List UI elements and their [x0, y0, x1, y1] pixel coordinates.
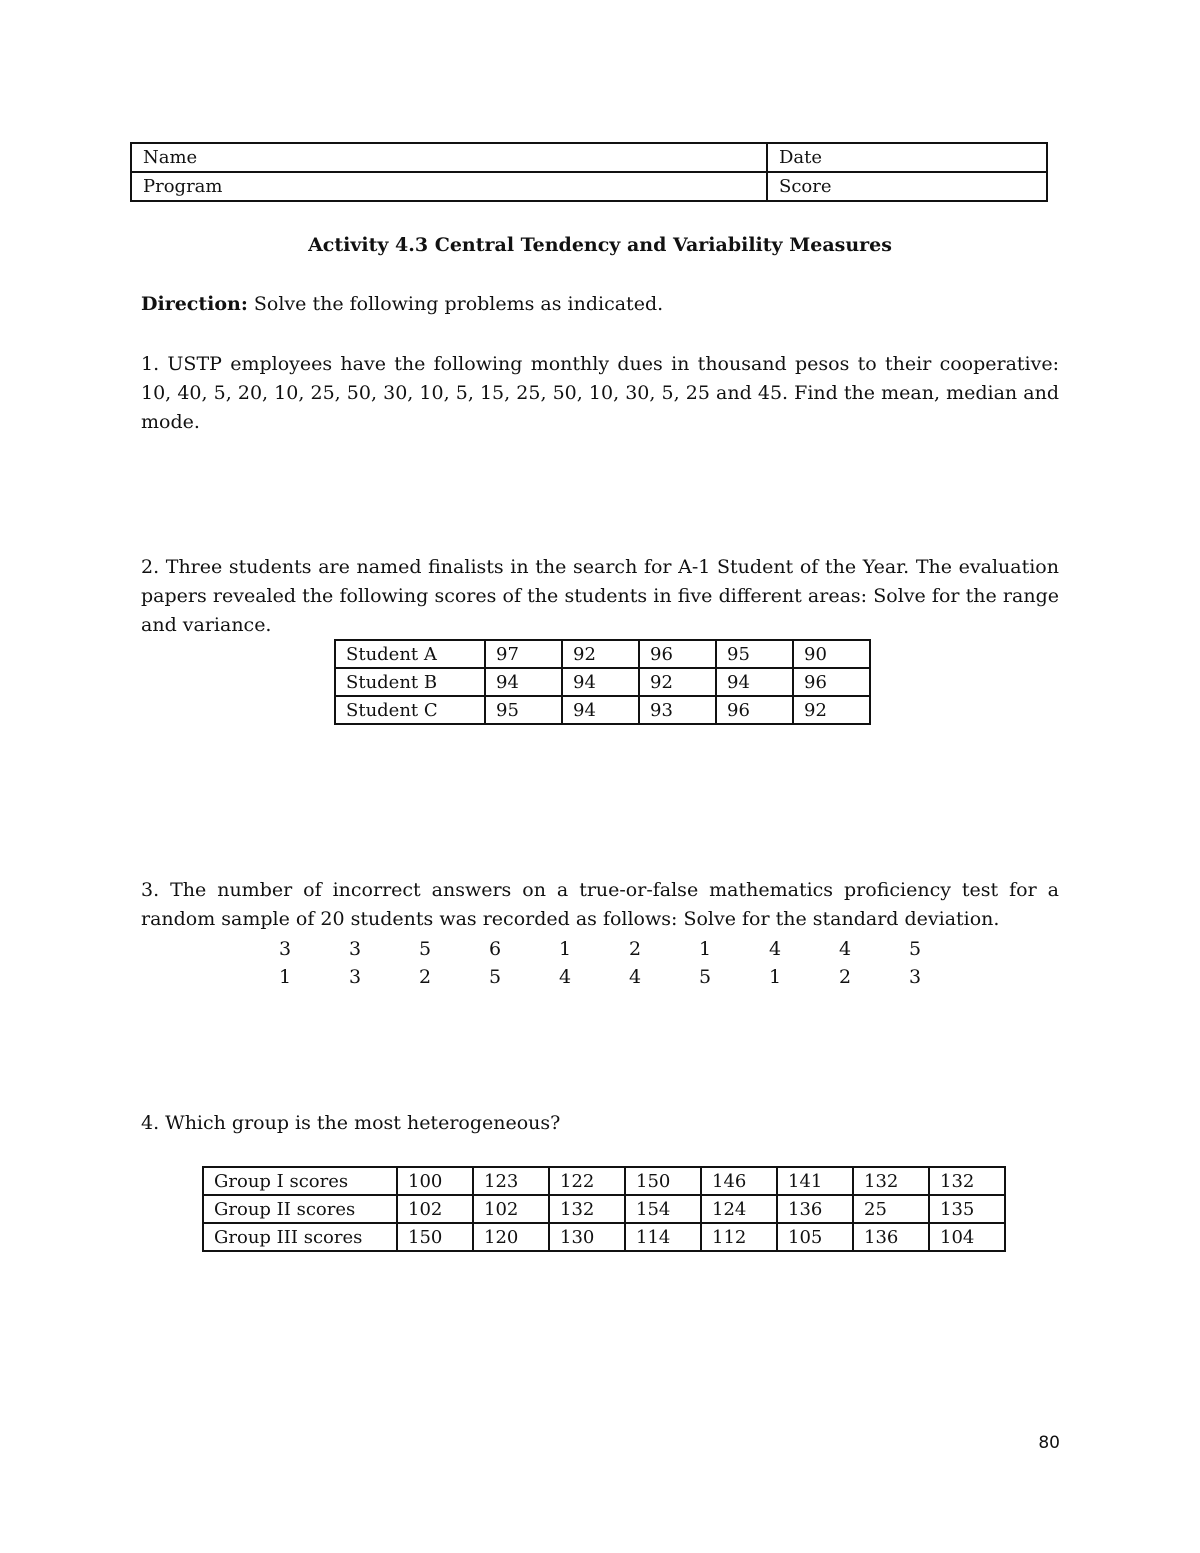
table-cell: 92	[793, 696, 870, 724]
table-cell: 154	[625, 1195, 701, 1223]
table-cell: 92	[562, 640, 639, 668]
answer-count: 2	[628, 938, 642, 960]
answer-count: 4	[838, 938, 852, 960]
table-cell: 150	[397, 1223, 473, 1251]
table-cell: 97	[485, 640, 562, 668]
program-field[interactable]: Program	[131, 172, 767, 201]
answer-count: 3	[908, 966, 922, 988]
score-field[interactable]: Score	[767, 172, 1047, 201]
incorrect-answers-row-2	[250, 966, 950, 988]
table-cell: 100	[397, 1167, 473, 1195]
table-cell: 94	[716, 668, 793, 696]
table-cell: 104	[929, 1223, 1005, 1251]
table-cell: 25	[853, 1195, 929, 1223]
table-cell: 114	[625, 1223, 701, 1251]
table-cell: 130	[549, 1223, 625, 1251]
answer-count: 1	[278, 966, 292, 988]
table-cell: 92	[639, 668, 716, 696]
answer-count: 5	[488, 966, 502, 988]
table-row	[335, 668, 870, 696]
table-cell: 102	[473, 1195, 549, 1223]
table-cell: 132	[853, 1167, 929, 1195]
answer-count: 5	[908, 938, 922, 960]
table-cell: 124	[701, 1195, 777, 1223]
table-cell: 136	[853, 1223, 929, 1251]
problem-4: 4. Which group is the most heterogeneous?	[141, 1112, 561, 1134]
answer-count: 1	[698, 938, 712, 960]
info-row	[131, 172, 1047, 201]
table-cell: 146	[701, 1167, 777, 1195]
answer-count: 2	[418, 966, 432, 988]
info-row	[131, 143, 1047, 172]
table-cell: 120	[473, 1223, 549, 1251]
table-row	[335, 696, 870, 724]
name-field[interactable]: Name	[131, 143, 767, 172]
table-cell: 96	[639, 640, 716, 668]
table-row	[203, 1167, 1005, 1195]
answer-count: 1	[768, 966, 782, 988]
student-scores-table	[334, 639, 871, 725]
activity-title: Activity 4.3 Central Tendency and Variability Measures	[308, 234, 892, 256]
page-number: 80	[1038, 1433, 1060, 1453]
row-label: Group III scores	[203, 1223, 397, 1251]
table-cell: 102	[397, 1195, 473, 1223]
problem-2: 2. Three students are named finalists in the search for A-1 Student of the Year. The evaluation papers revealed the following scores of the students in five different areas: Solve for the range and variance.	[141, 556, 1059, 636]
answer-count: 3	[348, 938, 362, 960]
answer-count: 5	[698, 966, 712, 988]
table-row	[203, 1195, 1005, 1223]
row-label: Student B	[335, 668, 485, 696]
group-scores-table	[202, 1166, 1006, 1252]
row-label: Student C	[335, 696, 485, 724]
problem-3: 3. The number of incorrect answers on a true-or-false mathematics proficiency test for a random sample of 20 students was recorded as follows: Solve for the standard deviation.	[141, 879, 1059, 930]
table-cell: 95	[485, 696, 562, 724]
row-label: Student A	[335, 640, 485, 668]
table-row	[335, 640, 870, 668]
row-label: Group I scores	[203, 1167, 397, 1195]
table-cell: 136	[777, 1195, 853, 1223]
answer-count: 3	[278, 938, 292, 960]
table-cell: 94	[562, 668, 639, 696]
answer-count: 5	[418, 938, 432, 960]
table-cell: 94	[562, 696, 639, 724]
info-table	[130, 142, 1048, 202]
table-row	[203, 1223, 1005, 1251]
table-cell: 94	[485, 668, 562, 696]
problem-1: 1. USTP employees have the following monthly dues in thousand pesos to their cooperative: 10, 40, 5, 20, 10, 25, 50, 30, 10, 5, 15, 25, 50, 10, 30, 5, 25 and 45. Find the mean, median and mode.	[141, 353, 1059, 433]
answer-count: 2	[838, 966, 852, 988]
table-cell: 95	[716, 640, 793, 668]
direction-label: Direction:	[141, 293, 248, 315]
table-cell: 96	[793, 668, 870, 696]
row-label: Group II scores	[203, 1195, 397, 1223]
table-cell: 132	[549, 1195, 625, 1223]
date-field[interactable]: Date	[767, 143, 1047, 172]
direction-body: Solve the following problems as indicated.	[247, 293, 664, 315]
answer-count: 4	[628, 966, 642, 988]
table-cell: 132	[929, 1167, 1005, 1195]
answer-count: 3	[348, 966, 362, 988]
table-cell: 96	[716, 696, 793, 724]
answer-count: 4	[768, 938, 782, 960]
table-cell: 123	[473, 1167, 549, 1195]
table-cell: 93	[639, 696, 716, 724]
answer-count: 1	[558, 938, 572, 960]
answer-count: 6	[488, 938, 502, 960]
table-cell: 150	[625, 1167, 701, 1195]
direction-text	[141, 290, 1059, 319]
table-cell: 112	[701, 1223, 777, 1251]
table-cell: 135	[929, 1195, 1005, 1223]
table-cell: 122	[549, 1167, 625, 1195]
answer-count: 4	[558, 966, 572, 988]
table-cell: 141	[777, 1167, 853, 1195]
table-cell: 105	[777, 1223, 853, 1251]
table-cell: 90	[793, 640, 870, 668]
incorrect-answers-row-1	[250, 938, 950, 960]
